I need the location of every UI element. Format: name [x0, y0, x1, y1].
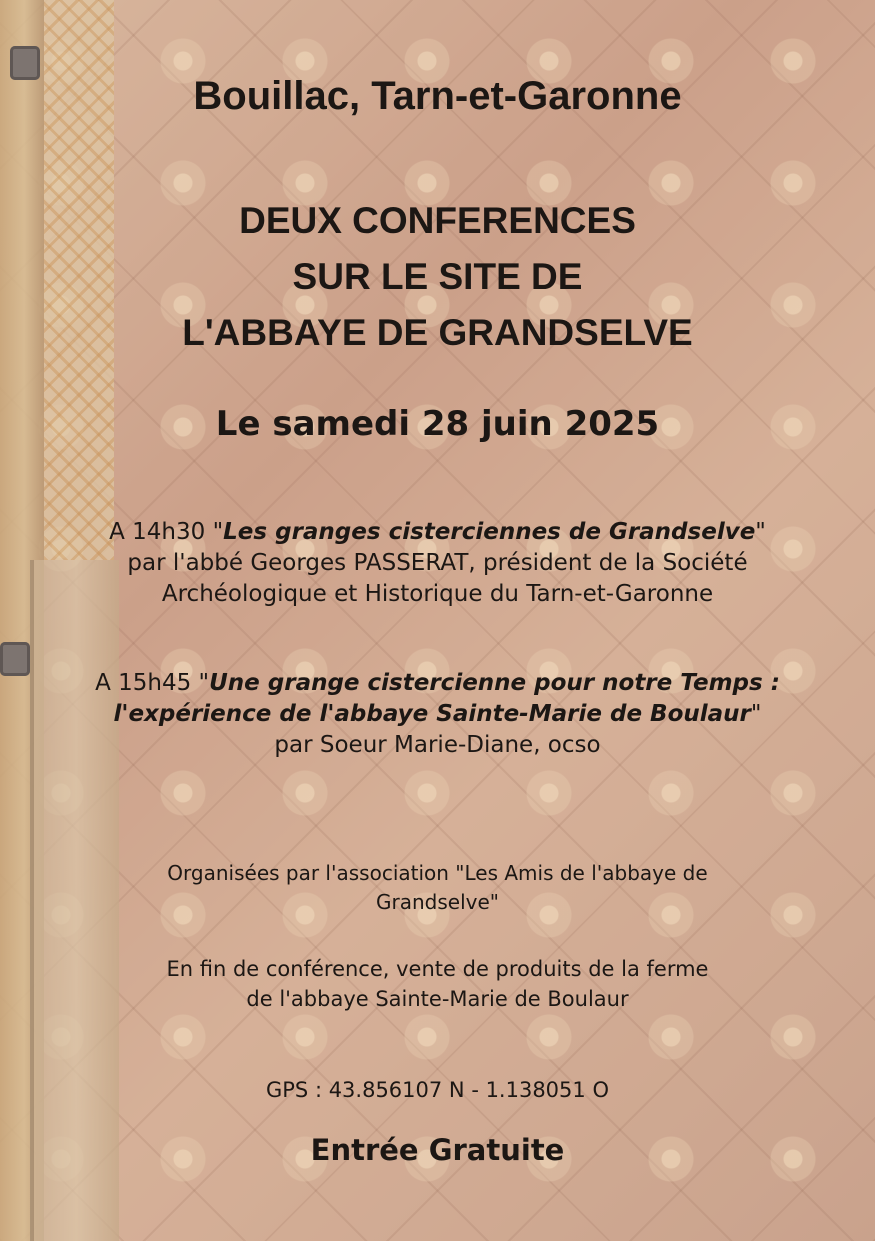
conference-2-title-line-1: A 15h45 "Une grange cistercienne pour notre Temps :	[95, 670, 780, 696]
location-title: Bouillac, Tarn-et-Garonne	[193, 74, 682, 118]
conference-1-title: Les granges cisterciennes de Grandselve	[223, 519, 756, 545]
organizer-note: Organisées par l'association "Les Amis de l'abbaye de Grandselve"	[167, 861, 708, 914]
conference-2-title-line-2: l'expérience de l'abbaye Sainte-Marie de Boulaur"	[113, 701, 762, 727]
heading-line-3: L'ABBAYE DE GRANDSELVE	[182, 312, 693, 353]
event-date: Le samedi 28 juin 2025	[215, 404, 660, 444]
heading-line-1: DEUX CONFERENCES	[239, 200, 636, 241]
conference-2-title: Une grange cistercienne pour notre Temps :	[209, 670, 780, 696]
conference-2-title-cont: l'expérience de l'abbaye Sainte-Marie de Boulaur	[113, 701, 751, 727]
conference-1-affiliation: Archéologique et Historique du Tarn-et-Garonne	[161, 581, 714, 607]
conference-1-title-line: A 14h30 "Les granges cisterciennes de Grandselve"	[109, 519, 766, 545]
conference-2	[0, 668, 875, 761]
heading-line-2: SUR LE SITE DE	[292, 256, 583, 297]
free-admission: Entrée Gratuite	[310, 1133, 565, 1167]
farm-sale-note: En fin de conférence, vente de produits de la ferme de l'abbaye Sainte-Marie de Boulaur	[166, 957, 709, 1011]
gps-coordinates: GPS : 43.856107 N - 1.138051 O	[266, 1078, 609, 1102]
conference-1	[0, 517, 875, 610]
conference-1-speaker: par l'abbé Georges PASSERAT, président de la Société	[127, 550, 748, 576]
conference-2-speaker: par Soeur Marie-Diane, ocso	[274, 732, 601, 758]
